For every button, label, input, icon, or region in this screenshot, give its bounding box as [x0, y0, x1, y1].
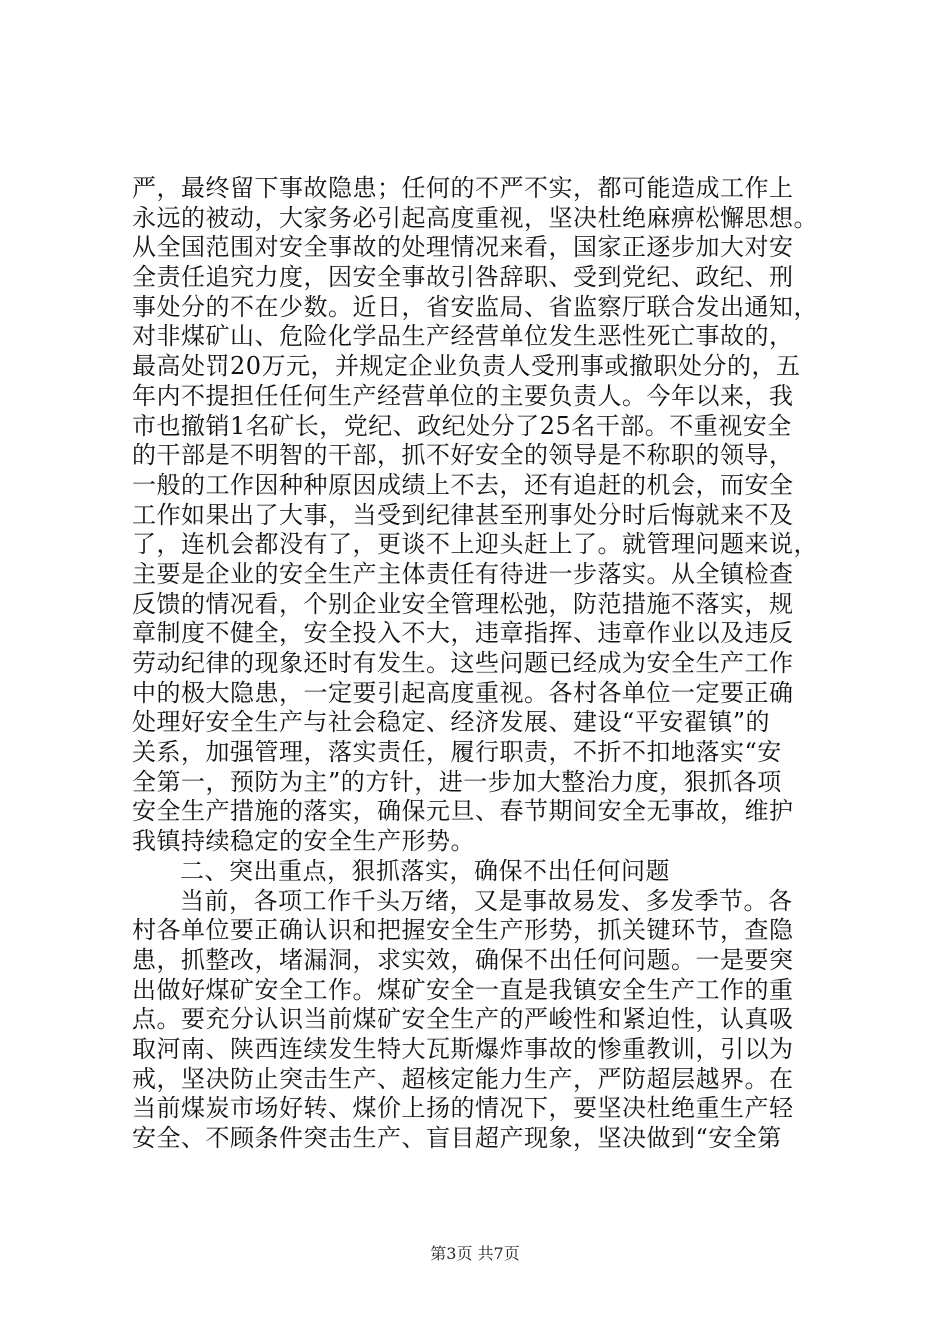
text-line: 对非煤矿山、危险化学品生产经营单位发生恶性死亡事故的，	[132, 322, 794, 351]
text-line: 最高处罚20万元，并规定企业负责人受刑事或撤职处分的，五	[132, 352, 801, 381]
text-line: 出做好煤矿安全工作。煤矿安全一直是我镇安全生产工作的重	[132, 975, 794, 1004]
text-line: 反馈的情况看，个别企业安全管理松弛，防范措施不落实，规	[132, 589, 794, 618]
text-line: 安全生产措施的落实，确保元旦、春节期间安全无事故，维护	[132, 797, 794, 826]
text-line: 严，最终留下事故隐患；任何的不严不实，都可能造成工作上	[132, 174, 794, 202]
text-line: 事处分的不在少数。近日，省安监局、省监察厅联合发出通知，	[132, 292, 818, 321]
text-line: 年内不提担任任何生产经营单位的主要负责人。今年以来，我	[132, 381, 794, 410]
text-line: 工作如果出了大事，当受到纪律甚至刑事处分时后悔就来不及	[132, 500, 794, 529]
text-line: 处理好安全生产与社会稳定、经济发展、建设“平安翟镇”的	[132, 708, 771, 737]
text-line: 患，抓整改，堵漏洞，求实效，确保不出任何问题。一是要突	[132, 945, 794, 974]
text-line: 点。要充分认识当前煤矿安全生产的严峻性和紧迫性，认真吸	[132, 1005, 794, 1034]
text-line: 中的极大隐患，一定要引起高度重视。各村各单位一定要正确	[132, 678, 794, 707]
text-line: 从全国范围对安全事故的处理情况来看，国家正逐步加大对安	[132, 233, 794, 262]
text-line: 了，连机会都没有了，更谈不上迎头赶上了。就管理问题来说，	[132, 530, 818, 559]
document-body	[132, 174, 822, 1154]
text-line: 全责任追究力度，因安全事故引咎辞职、受到党纪、政纪、刑	[132, 263, 794, 292]
text-line: 劳动纪律的现象还时有发生。这些问题已经成为安全生产工作	[132, 649, 794, 677]
text-line: 永远的被动，大家务必引起高度重视，坚决杜绝麻痹松懈思想。	[132, 203, 818, 232]
text-line: 章制度不健全，安全投入不大，违章指挥、违章作业以及违反	[132, 619, 794, 648]
text-line: 市也撤销1名矿长，党纪、政纪处分了25名干部。不重视安全	[132, 411, 792, 440]
text-line: 主要是企业的安全生产主体责任有待进一步落实。从全镇检查	[132, 559, 794, 588]
text-line: 戒，坚决防止突击生产、超核定能力生产，严防超层越界。在	[132, 1064, 794, 1093]
text-line: 我镇持续稳定的安全生产形势。	[132, 827, 475, 856]
text-line: 安全、不顾条件突击生产、盲目超产现象，坚决做到“安全第	[132, 1124, 782, 1152]
section-heading: 二、突出重点，狠抓落实，确保不出任何问题	[180, 856, 670, 885]
paragraph-first-line: 当前，各项工作千头万绪，又是事故易发、多发季节。各	[180, 886, 793, 915]
text-line: 当前煤炭市场好转、煤价上扬的情况下，要坚决杜绝重生产轻	[132, 1094, 794, 1123]
text-line: 一般的工作因种种原因成绩上不去，还有追赶的机会，而安全	[132, 470, 794, 499]
text-line: 关系，加强管理，落实责任，履行职责，不折不扣地落实“安	[132, 738, 782, 767]
page-number-footer: 第3页 共7页	[430, 1244, 520, 1263]
text-line: 村各单位要正确认识和把握安全生产形势，抓关键环节，查隐	[132, 916, 794, 945]
text-line: 的干部是不明智的干部，抓不好安全的领导是不称职的领导，	[132, 441, 794, 470]
text-line: 取河南、陕西连续发生特大瓦斯爆炸事故的惨重教训，引以为	[132, 1034, 794, 1063]
text-line: 全第一，预防为主”的方针，进一步加大整治力度，狠抓各项	[132, 767, 782, 796]
